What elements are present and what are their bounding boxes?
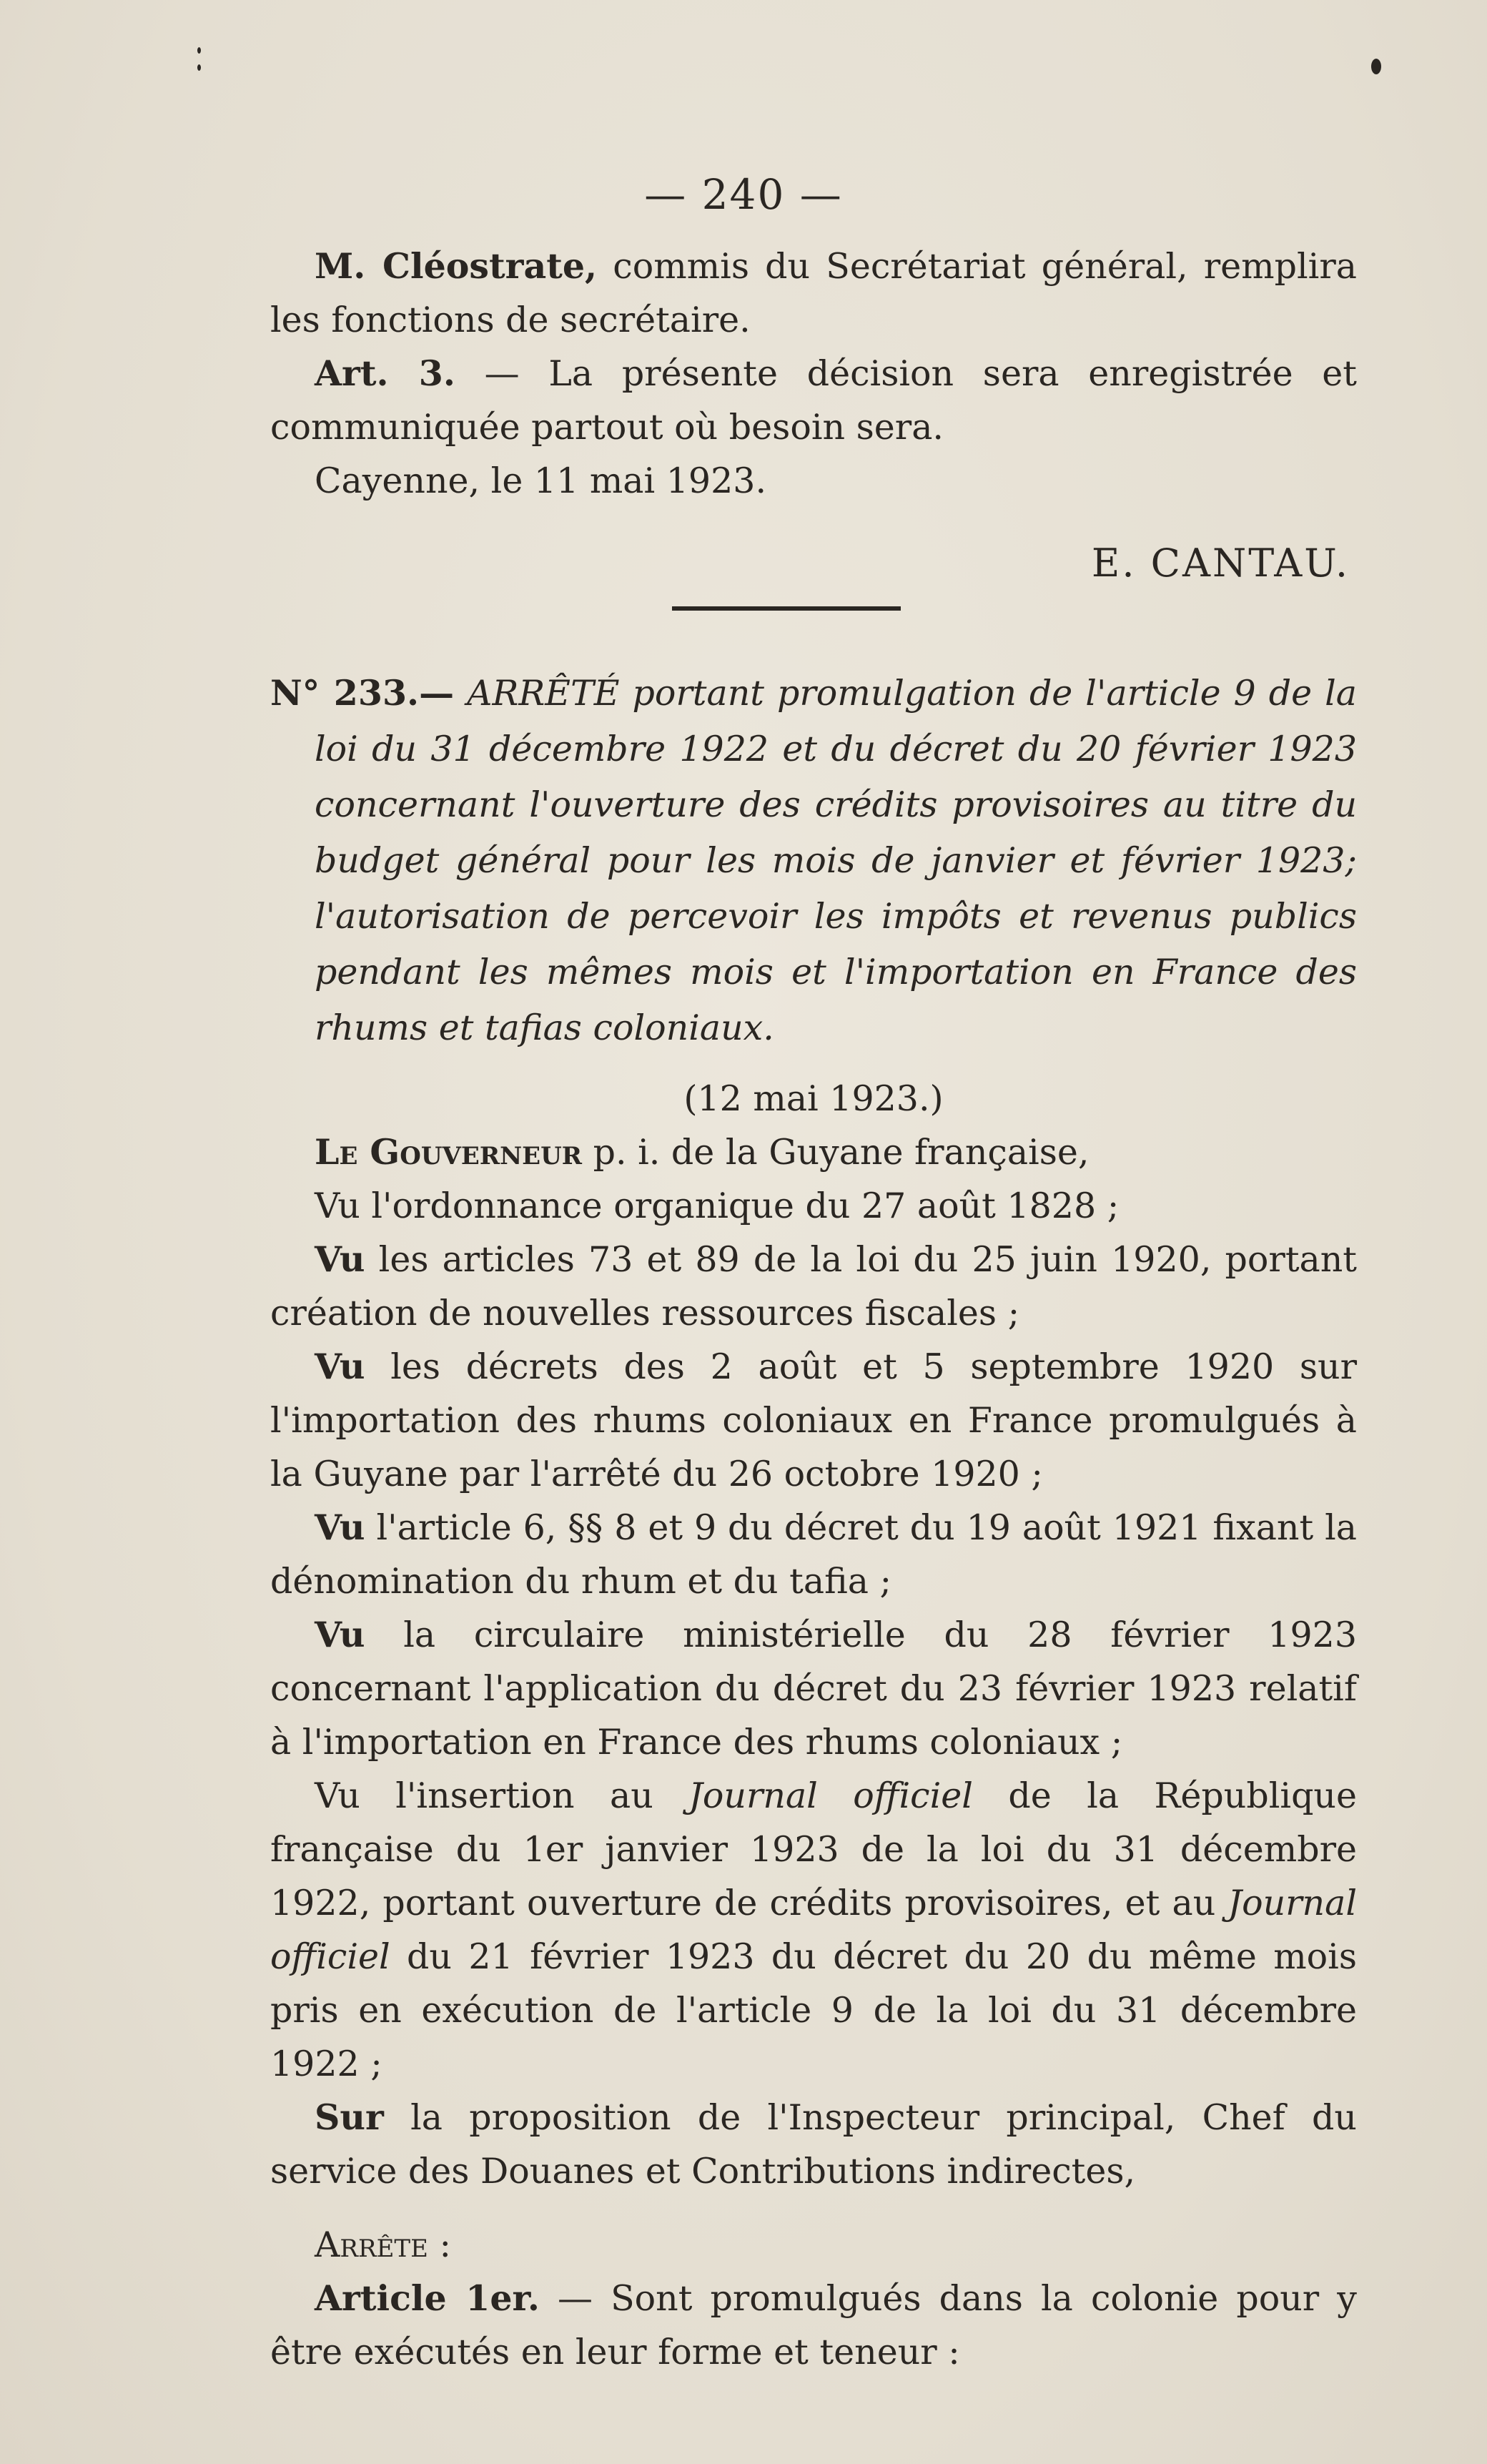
secretary-paragraph: M. Cléostrate, commis du Secrétariat général, remplira les fonctions de secrétaire. bbox=[270, 245, 1357, 340]
arrete-number: N° 233.— bbox=[270, 672, 455, 714]
decision-conclusion bbox=[270, 240, 1357, 590]
vu-insertion: Vu l'insertion au Journal officiel de la République française du 1er janvier 1923 de la loi du 31 décembre 1922, portant ouverture de crédits provisoires, et au Journal officiel du 21 février 1923 du décret du 20 du même mois pris en exécution de l'article 9 de la loi du 31 décembre 1922 ; bbox=[270, 1775, 1357, 2084]
ink-speck bbox=[197, 47, 201, 54]
article-3-label: Art. 3. bbox=[315, 353, 455, 394]
sur-proposition: Sur la proposition de l'Inspecteur principal, Chef du service des Douanes et Contributions indirectes, bbox=[270, 2096, 1357, 2192]
signature: E. CANTAU. bbox=[1091, 541, 1350, 586]
ink-speck bbox=[197, 64, 201, 71]
vu-decrets-1920: Vu les décrets des 2 août et 5 septembre 1920 sur l'importation des rhums coloniaux en France promulgués à la Guyane par l'arrêté du 26 octobre 1920 ; bbox=[270, 1346, 1357, 1494]
article-1: Article 1er. — Sont promulgués dans la colonie pour y être exécutés en leur forme et teneur : bbox=[270, 2277, 1357, 2372]
separator-rule bbox=[672, 606, 901, 611]
ink-speck bbox=[1371, 59, 1381, 74]
vu-ordonnance: Vu l'ordonnance organique du 27 août 1828 ; bbox=[315, 1186, 1120, 1226]
journal-officiel: Journal officiel bbox=[688, 1775, 973, 1816]
place-date: Cayenne, le 11 mai 1923. bbox=[315, 460, 767, 501]
arrete-heading: Arrête : bbox=[315, 2224, 451, 2265]
vu-circulaire: Vu la circulaire ministérielle du 28 février 1923 concernant l'application du décret du 23 février 1923 relatif à l'importation en France des rhums coloniaux ; bbox=[270, 1614, 1357, 1763]
arrete-date: (12 mai 1923.) bbox=[683, 1078, 944, 1119]
name-cleostrate: M. Cléostrate, bbox=[315, 245, 598, 287]
arrete-233 bbox=[270, 665, 1357, 2379]
governor-line: Le Gouverneur p. i. de la Guyane française, bbox=[315, 1131, 1090, 1173]
vu-loi-1920: Vu les articles 73 et 89 de la loi du 25 juin 1920, portant création de nouvelles ressources fiscales ; bbox=[270, 1238, 1357, 1334]
arrete-title: N° 233.— ARRÊTÉ portant promulgation de l'article 9 de la loi du 31 décembre 1922 et du décret du 20 février 1923 concernant l'ouverture des crédits provisoires au titre du budget général pour les mois de janvier et février 1923; l'autorisation de percevoir les impôts et revenus publics pendant les mêmes mois et l'importation en France des rhums et tafias coloniaux. bbox=[270, 672, 1357, 1048]
journal-officiel: Journal officiel bbox=[270, 1883, 1357, 1977]
vu-decret-1921: Vu l'article 6, §§ 8 et 9 du décret du 19 août 1921 fixant la dénomination du rhum et du tafia ; bbox=[270, 1507, 1357, 1602]
article-3: Art. 3. — La présente décision sera enregistrée et communiquée partout où besoin sera. bbox=[270, 353, 1357, 448]
page-number: — 240 — bbox=[644, 170, 843, 219]
